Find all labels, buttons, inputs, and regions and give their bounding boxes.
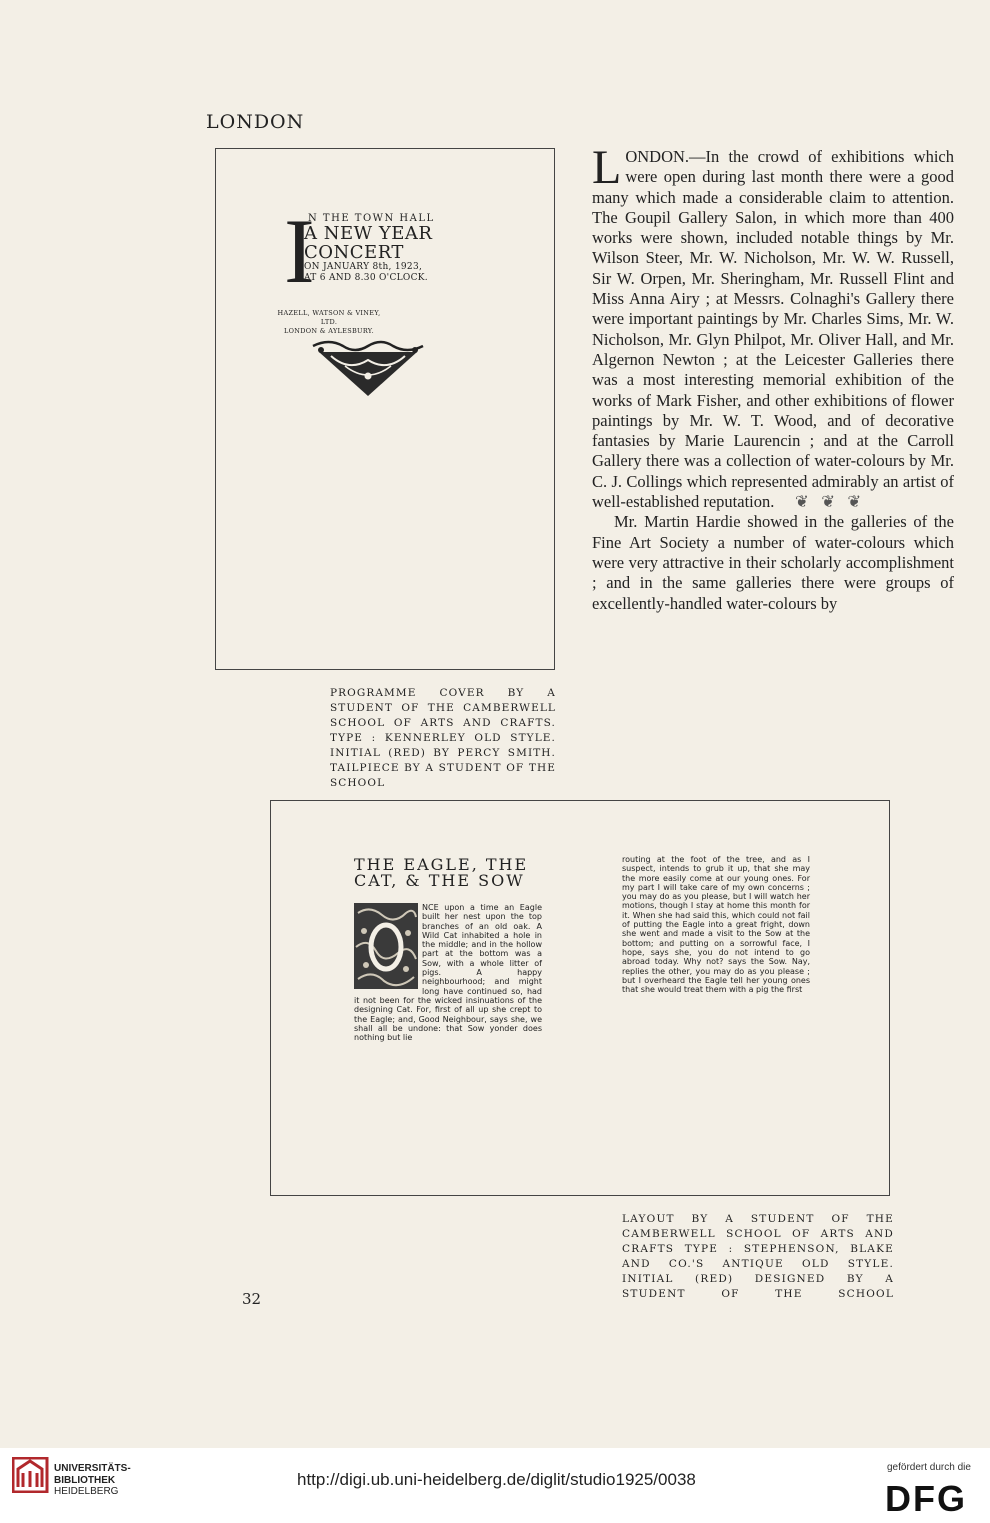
publisher-line-2: LONDON & AYLESBURY. (284, 327, 374, 335)
cover-publisher (274, 309, 384, 336)
publisher-line-1: HAZELL, WATSON & VINEY, LTD. (277, 309, 381, 326)
cover-line-new-year: A NEW YEAR (304, 223, 433, 244)
fable-column-1 (354, 903, 542, 1042)
article-paragraph-1 (592, 141, 954, 512)
page-number: 32 (242, 1290, 262, 1308)
cover-line-date: ON JANUARY 8th, 1923, (304, 262, 423, 272)
fable-column-2: routing at the foot of the tree, and as I suspect, intends to grub it up, that she may the more easily come at our young ones. For my part I will take care of my own concerns ; you may do as you please, but I will watch her motions, though I stay at home this month for it. When she had said this, which could not fail of putting the Eagle into a great fright, down she went and made a visit to the Sow at the bottom; and putting on a sorrowful face, I hope, says she, you do not intend to go abroad today. Why not? says the Sow. Nay, replies the other, you may do as you please ; but I overheard the Eagle tell her young ones that she would treat them with a pig the first (622, 855, 810, 995)
fable-title-line-1: THE EAGLE, THE (354, 855, 529, 874)
cover-line-town-hall: N THE TOWN HALL (308, 213, 435, 224)
article-drop-cap: L (592, 141, 622, 194)
cover-initial: I (284, 200, 315, 302)
permalink-url[interactable]: http://digi.ub.uni-heidelberg.de/diglit/studio1925/0038 (297, 1470, 696, 1489)
article-paragraph-2: Mr. Martin Hardie showed in the galleries of the Fine Art Society a number of water-colours which were very attractive in their scholarly accomplishment ; and in the same galleries there were groups of excellently-handled water-colours by (592, 512, 954, 613)
programme-cover-illustration (215, 148, 555, 670)
cover-line-concert: CONCERT (304, 242, 404, 263)
sponsor-label: gefördert durch die (887, 1462, 971, 1473)
decorated-initial-o-icon (354, 903, 418, 989)
running-head: LONDON (206, 111, 305, 133)
university-library-logo-icon (12, 1457, 50, 1493)
fable-title-line-2: CAT, & THE SOW (354, 871, 525, 890)
tailpiece-ornament-icon (309, 338, 427, 400)
leaf-ornament-icon: ❦ ❦ ❦ (778, 492, 862, 512)
cover-line-time: AT 6 AND 8.30 O'CLOCK. (304, 273, 428, 283)
layout-illustration (270, 800, 890, 1196)
article-body (592, 141, 954, 614)
layout-caption: LAYOUT BY A STUDENT OF THE CAMBERWELL SCHOOL OF ARTS AND CRAFTS TYPE : STEPHENSON, BLAKE AND CO.'S ANTIQUE OLD STYLE. INITIAL (RED) DESIGNED BY A STUDENT OF THE SCHOOL (622, 1213, 894, 1300)
cover-caption: PROGRAMME COVER BY A STUDENT OF THE CAMBERWELL SCHOOL OF ARTS AND CRAFTS. TYPE : KENNERLEY OLD STYLE. INITIAL (RED) BY PERCY SMITH. TAILPIECE BY A STUDENT OF THE SCHOOL (330, 687, 556, 789)
uni-line-3: HEIDELBERG (54, 1486, 119, 1497)
article-paragraph-1-text: ONDON.—In the crowd of exhibitions which were open during last month there were a good many which made a considerable claim to attention. The Goupil Gallery Salon, in which more than 400 works were shown, included notable things by Mr. Wilson Steer, Mr. W. Nicholson, Mr. W. W. Russell, Sir W. Orpen, Mr. Sheringham, Mr. Russell Flint and Miss Anna Airy ; at Messrs. Colnaghi's Gallery there were important paintings by Mr. Charles Sims, Mr. W. Nicholson, Mr. Glyn Philpot, Mr. Oliver Hall, and Mr. Algernon Newton ; at the Leicester Galleries there was a most interesting memorial exhibition of the works of Mark Fisher, and other exhibitions of flower paintings by Mr. W. T. Wood, and of decorative fantasies by Marie Laurencin ; and at the Carroll Gallery there was a collection of water-colours by Mr. C. J. Collings which represented admirably an artist of well-established reputation. (592, 147, 954, 512)
uni-line-1: UNIVERSITÄTS- (54, 1463, 131, 1474)
fable-title (354, 857, 528, 889)
university-library-name (54, 1463, 131, 1498)
fable-column-1-text: NCE upon a time an Eagle built her nest upon the top branches of an old oak. A Wild Cat inhabited a hole in the middle; and in the hollow part at the bottom was a Sow, with a whole litter of pigs. A happy neighbourhood; and might long have continued so, had it not been for the wicked insinuations of the designing Cat. For, first of all up she crept to the Eagle; and, Good Neighbour, says she, we shall all be undone: that Sow yonder does nothing but lie (354, 903, 542, 1043)
uni-line-2: BIBLIOTHEK (54, 1474, 116, 1486)
dfg-logo: DFG (885, 1478, 967, 1519)
